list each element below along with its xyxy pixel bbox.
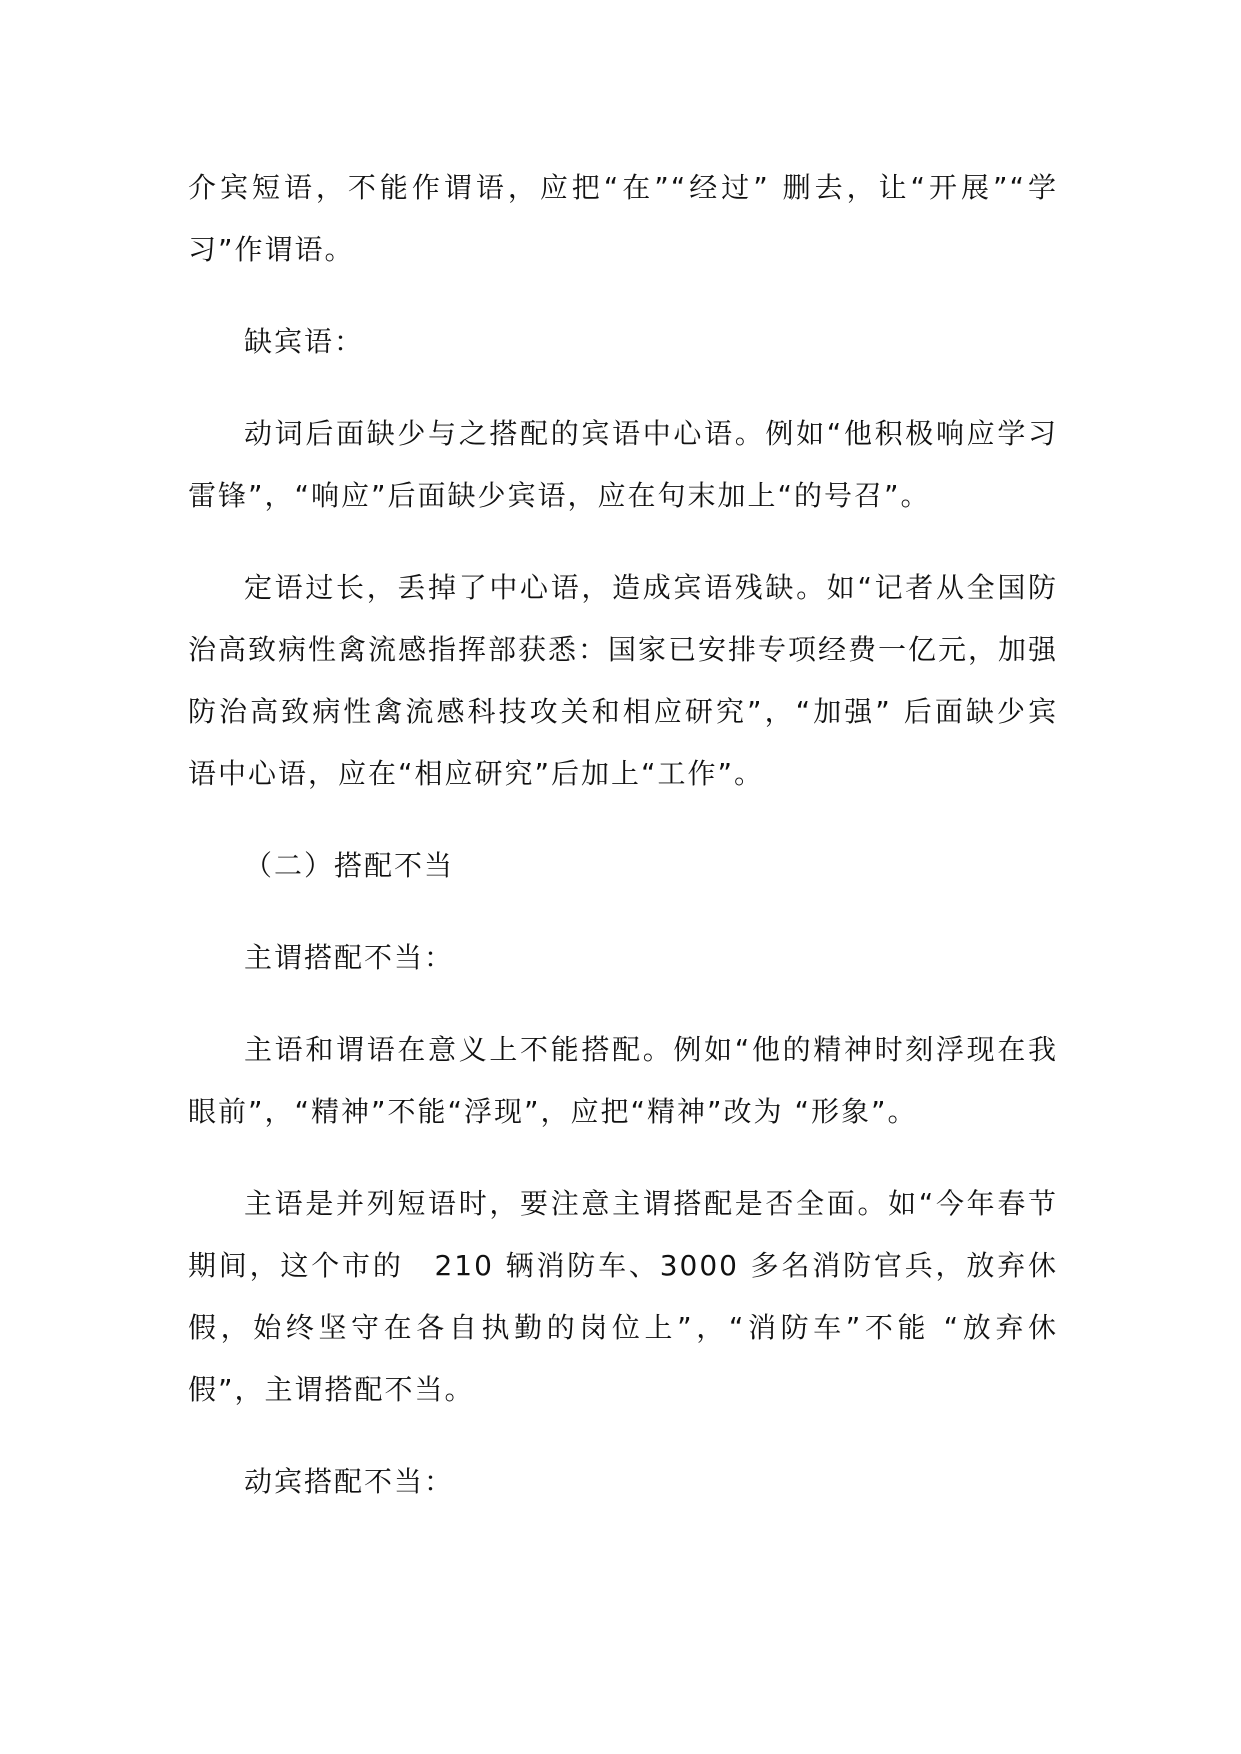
subheading-verb-object: 动宾搭配不当：	[244, 1465, 455, 1498]
subheading-subject-predicate: 主谓搭配不当：	[244, 941, 455, 974]
paragraph-gap	[188, 1421, 1058, 1451]
paragraph-gap	[188, 805, 1058, 835]
subheading-missing-object: 缺宾语：	[244, 325, 365, 358]
paragraph: 动词后面缺少与之搭配的宾语中心语。例如“他积极响应学习雷锋”，“响应”后面缺少宾语，应在句末加上“的号召”。	[188, 417, 1058, 512]
paragraph: 主语和谓语在意义上不能搭配。例如“他的精神时刻浮现在我眼前”，“精神”不能“浮现”，应把“精神”改为 “形象”。	[188, 1033, 1058, 1128]
paragraph-gap	[188, 373, 1058, 403]
paragraph-gap	[188, 989, 1058, 1019]
paragraph-gap	[188, 281, 1058, 311]
paragraph: 主语是并列短语时，要注意主谓搭配是否全面。如“今年春节期间，这个市的 210 辆消防车、3000 多名消防官兵，放弃休假，始终坚守在各自执勤的岗位上”，“消防车”不能 “放弃休假”，主谓搭配不当。	[188, 1187, 1058, 1406]
section-heading: （二）搭配不当	[244, 849, 455, 882]
document-body	[188, 157, 1058, 1513]
paragraph-gap	[188, 527, 1058, 557]
paragraph: 介宾短语，不能作谓语，应把“在”“经过” 删去，让“开展”“学习”作谓语。	[188, 171, 1058, 266]
paragraph-gap	[188, 1143, 1058, 1173]
paragraph-gap	[188, 897, 1058, 927]
paragraph: 定语过长，丢掉了中心语，造成宾语残缺。如“记者从全国防治高致病性禽流感指挥部获悉：国家已安排专项经费一亿元，加强防治高致病性禽流感科技攻关和相应研究”，“加强” 后面缺少宾语中心语，应在“相应研究”后加上“工作”。	[188, 571, 1059, 790]
